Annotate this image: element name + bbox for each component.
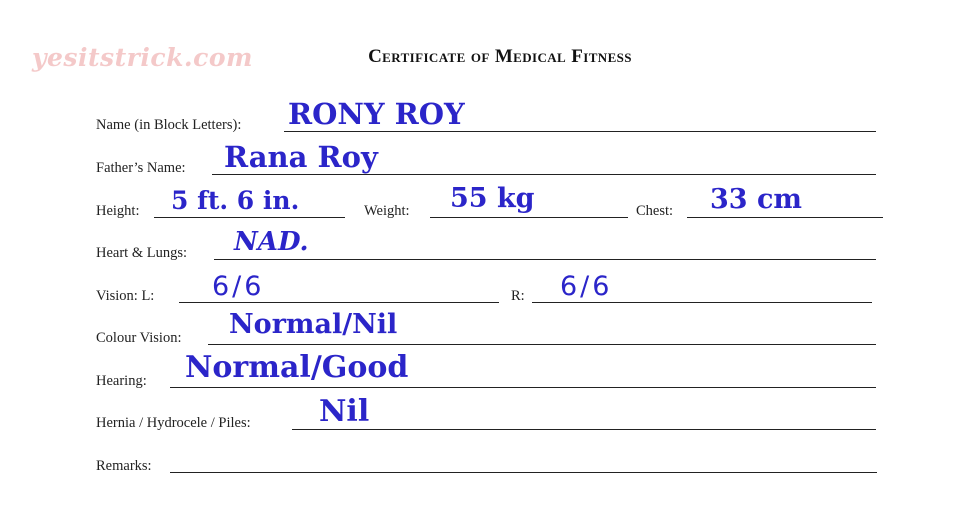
certificate-title: Certificate of Medical Fitness: [368, 46, 632, 67]
vision-right-label: R:: [511, 288, 525, 304]
colour-vision-value[interactable]: Normal/Nil: [229, 309, 398, 340]
father-name-line[interactable]: [212, 174, 876, 175]
colour-vision-label: Colour Vision:: [96, 330, 182, 346]
hearing-label: Hearing:: [96, 373, 147, 389]
vision-left-value[interactable]: 6/6: [212, 271, 265, 302]
hearing-value[interactable]: Normal/Good: [185, 350, 409, 385]
hernia-value[interactable]: Nil: [319, 394, 370, 429]
hernia-label: Hernia / Hydrocele / Piles:: [96, 415, 251, 431]
weight-value[interactable]: 55 kg: [450, 183, 535, 214]
father-name-label: Father’s Name:: [96, 160, 186, 176]
hernia-line[interactable]: [292, 429, 876, 430]
height-line[interactable]: [154, 217, 345, 218]
vision-left-line[interactable]: [179, 302, 499, 303]
vision-left-label: Vision: L:: [96, 288, 155, 304]
colour-vision-line[interactable]: [208, 344, 876, 345]
name-label: Name (in Block Letters):: [96, 117, 242, 133]
watermark: yesitstrick.com: [32, 43, 253, 72]
vision-right-line[interactable]: [532, 302, 872, 303]
remarks-label: Remarks:: [96, 458, 152, 474]
heart-lungs-label: Heart & Lungs:: [96, 245, 188, 261]
weight-line[interactable]: [430, 217, 628, 218]
heart-lungs-line[interactable]: [214, 259, 876, 260]
name-value[interactable]: RONY ROY: [288, 97, 465, 131]
hearing-line[interactable]: [170, 387, 876, 388]
chest-line[interactable]: [687, 217, 883, 218]
remarks-line[interactable]: [170, 472, 877, 473]
chest-label: Chest:: [636, 203, 674, 219]
chest-value[interactable]: 33 cm: [710, 184, 802, 215]
weight-label: Weight:: [364, 203, 410, 219]
father-name-value[interactable]: Rana Roy: [224, 140, 378, 174]
heart-lungs-value[interactable]: NAD.: [234, 227, 309, 257]
height-label: Height:: [96, 203, 140, 219]
name-line[interactable]: [284, 131, 876, 132]
height-value[interactable]: 5 ft. 6 in.: [171, 186, 300, 215]
vision-right-value[interactable]: 6/6: [560, 271, 613, 302]
